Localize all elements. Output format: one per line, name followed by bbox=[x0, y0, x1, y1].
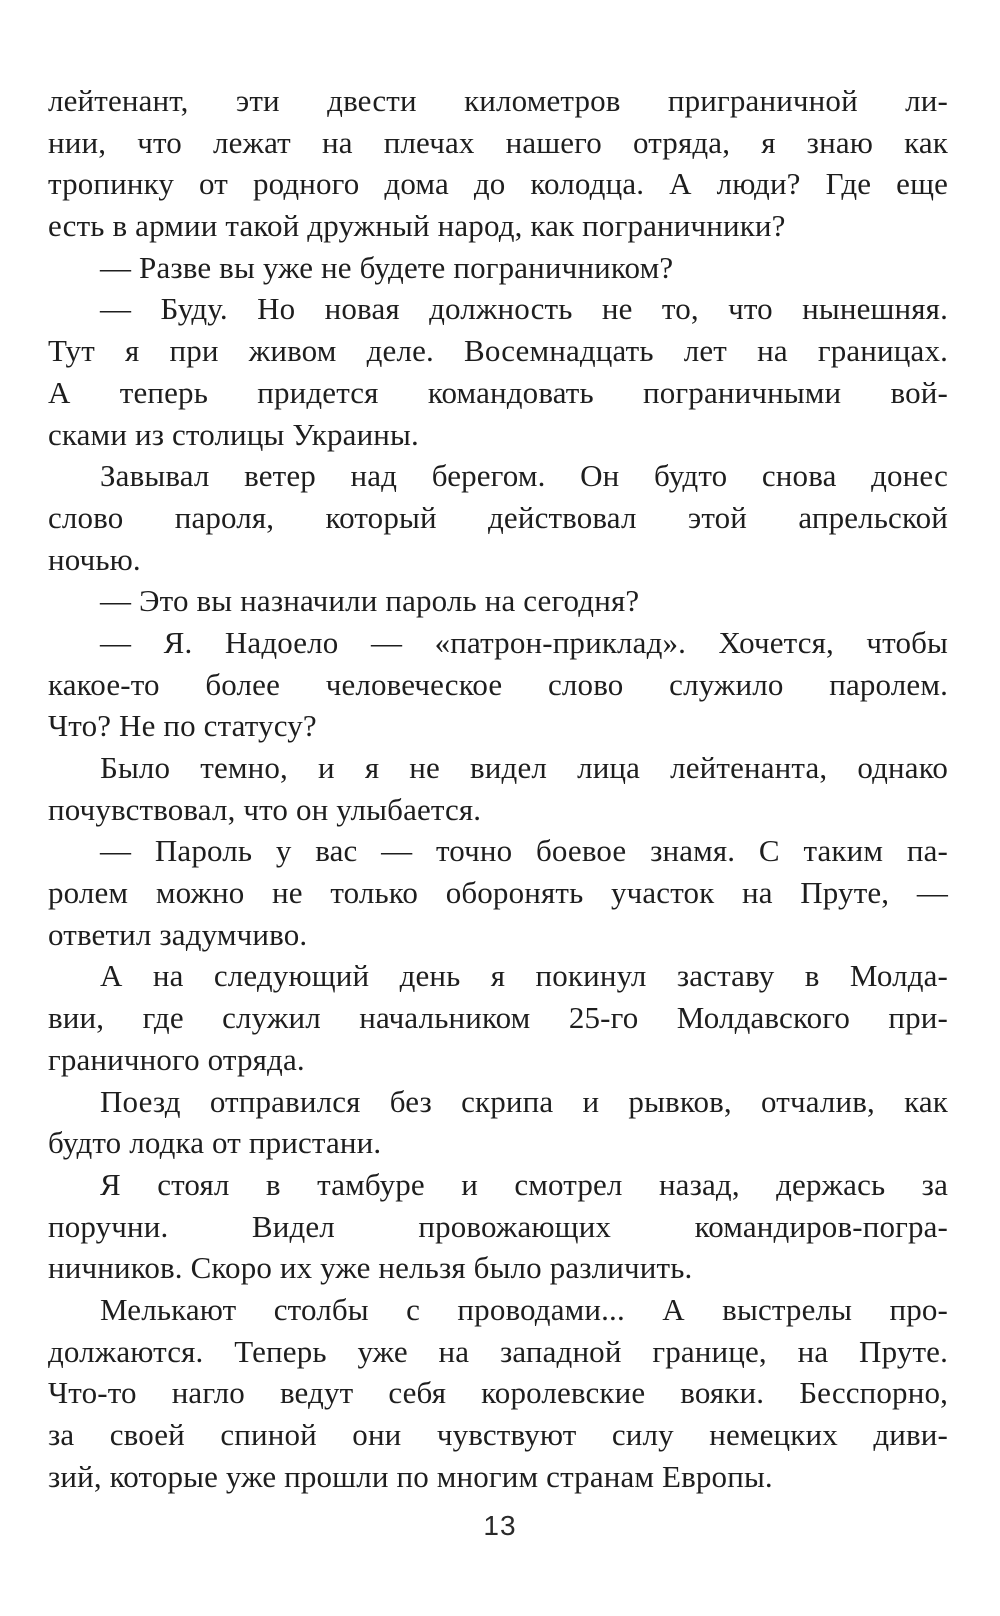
text-line: Я стоял в тамбуре и смотрел назад, держась за bbox=[100, 1166, 948, 1202]
text-line: почувствовал, что он улыбается. bbox=[48, 791, 482, 827]
text-line: поручни. Видел провожающих командиров-погра- bbox=[48, 1208, 948, 1244]
text-line: Мелькают столбы с проводами... А выстрелы про- bbox=[100, 1291, 948, 1327]
text-line: должаются. Теперь уже на западной границе, на Пруте. bbox=[48, 1333, 948, 1369]
text-line: какое-то более человеческое слово служило паролем. bbox=[48, 666, 948, 702]
text-line: вии, где служил начальником 25-го Молдавского при- bbox=[48, 1000, 948, 1036]
text-line: Тут я при живом деле. Восемнадцать лет на границах. bbox=[48, 333, 948, 369]
paragraph bbox=[48, 1289, 948, 1497]
text-line: Что-то нагло ведут себя королевские вояки. Бесспорно, bbox=[48, 1375, 948, 1411]
body-text bbox=[48, 80, 948, 1497]
text-line: слово пароля, который действовал этой апрельской bbox=[48, 499, 948, 535]
text-line: ничников. Скоро их уже нельзя было различить. bbox=[48, 1250, 693, 1286]
paragraph bbox=[48, 455, 948, 580]
text-line: есть в армии такой дружный народ, как пограничники? bbox=[48, 208, 786, 244]
text-line: лейтенант, эти двести километров приграничной ли- bbox=[48, 83, 948, 118]
paragraph bbox=[48, 747, 948, 830]
text-line: нии, что лежат на плечах нашего отряда, я знаю как bbox=[48, 124, 948, 160]
text-line: за своей спиной они чувствуют силу немецких диви- bbox=[48, 1417, 948, 1452]
text-line: Завывал ветер над берегом. Он будто снова донес bbox=[100, 458, 948, 494]
text-line: сками из столицы Украины. bbox=[48, 416, 419, 452]
paragraph bbox=[48, 955, 948, 1080]
text-line: тропинку от родного дома до колодца. А люди? Где еще bbox=[48, 166, 948, 202]
paragraph bbox=[48, 288, 948, 455]
paragraph bbox=[48, 1081, 948, 1164]
text-line: ролем можно не только оборонять участок на Пруте, — bbox=[48, 875, 948, 911]
paragraph bbox=[48, 247, 948, 289]
text-line: зий, которые уже прошли по многим странам Европы. bbox=[48, 1458, 773, 1494]
text-line: граничного отряда. bbox=[48, 1041, 305, 1077]
text-line: — Буду. Но новая должность не то, что нынешняя. bbox=[100, 291, 948, 327]
text-line: — Пароль у вас — точно боевое знамя. С таким па- bbox=[100, 833, 948, 869]
text-line: ответил задумчиво. bbox=[48, 916, 308, 952]
text-line: — Разве вы уже не будете пограничником? bbox=[100, 249, 674, 285]
text-line: А на следующий день я покинул заставу в Молда- bbox=[100, 958, 948, 994]
paragraph bbox=[48, 80, 948, 247]
paragraph bbox=[48, 622, 948, 747]
text-line: ночью. bbox=[48, 541, 141, 577]
paragraph bbox=[48, 830, 948, 955]
text-line: Поезд отправился без скрипа и рывков, отчалив, как bbox=[100, 1083, 948, 1119]
paragraph bbox=[48, 580, 948, 622]
text-line: — Я. Надоело — «патрон-приклад». Хочется, чтобы bbox=[100, 624, 948, 660]
page-number: 13 bbox=[483, 1510, 517, 1541]
text-line: — Это вы назначили пароль на сегодня? bbox=[100, 583, 640, 619]
text-line: Было темно, и я не видел лица лейтенанта, однако bbox=[100, 750, 948, 785]
text-line: Что? Не по статусу? bbox=[48, 708, 317, 744]
paragraph bbox=[48, 1164, 948, 1289]
text-line: будто лодка от пристани. bbox=[48, 1125, 382, 1161]
text-line: А теперь придется командовать пограничными вой- bbox=[48, 374, 948, 410]
